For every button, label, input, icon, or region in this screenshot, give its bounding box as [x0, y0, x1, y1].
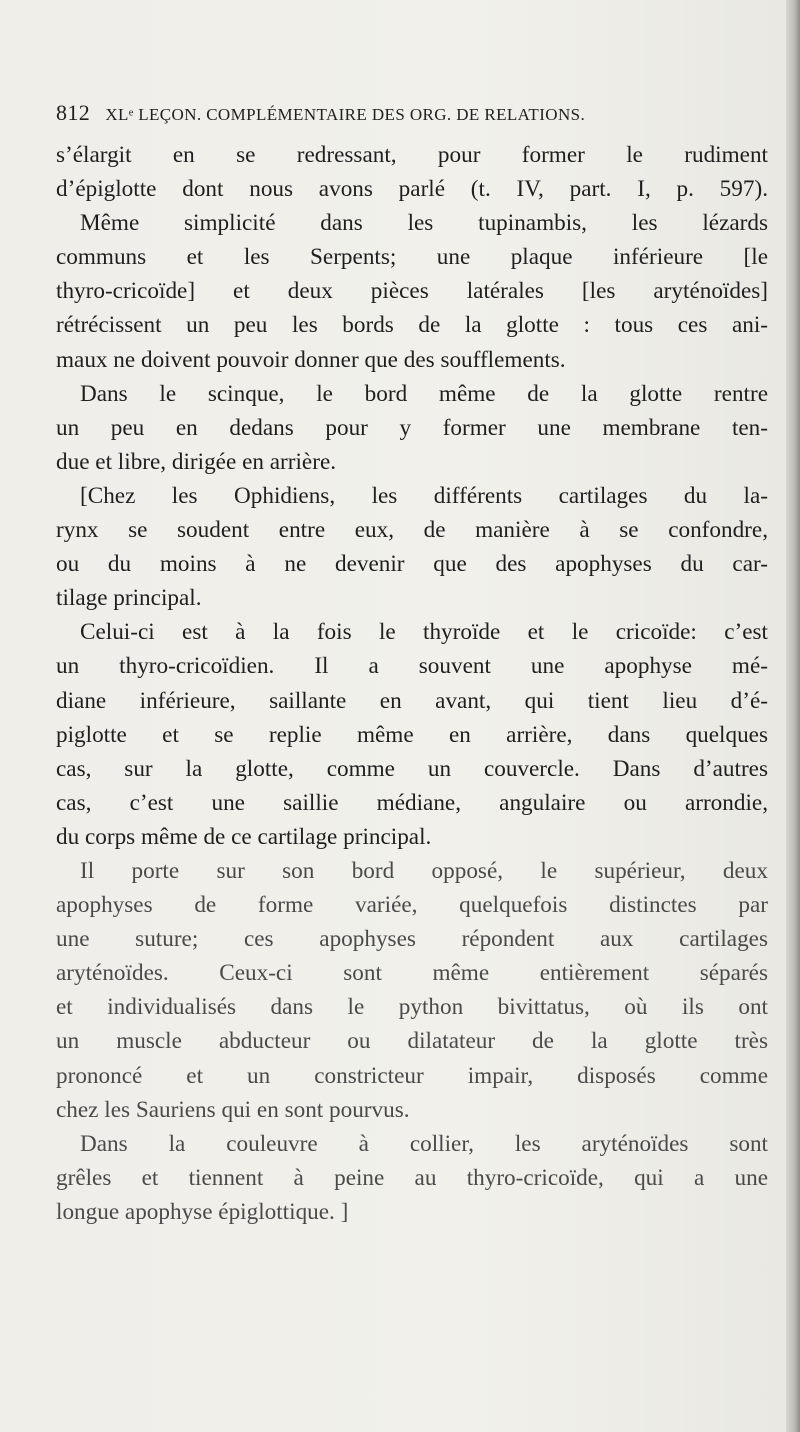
text-line: Celui-ci est à la fois le thyroïde et le cricoïde: c’est — [80, 619, 768, 646]
text-line: piglotte et se replie même en arrière, dans quelques — [56, 721, 768, 748]
text-line: maux ne doivent pouvoir donner que des soufflements. — [56, 346, 566, 373]
text-line: Il porte sur son bord opposé, le supérieur, deux — [80, 857, 768, 884]
text-line: grêles et tiennent à peine au thyro-cricoïde, qui a une — [56, 1164, 768, 1191]
page-edge-shadow — [786, 0, 800, 1432]
page-number: 812 — [56, 100, 91, 125]
text-line: longue apophyse épiglottique. ] — [56, 1198, 349, 1225]
text-line: aryténoïdes. Ceux-ci sont même entièrement séparés — [56, 960, 768, 987]
text-line: due et libre, dirigée en arrière. — [56, 448, 337, 475]
text-line: cas, c’est une saillie médiane, angulaire ou arrondie, — [56, 789, 768, 816]
text-line: un muscle abducteur ou dilatateur de la glotte très — [56, 1028, 768, 1055]
text-line: d’épiglotte dont nous avons parlé (t. IV, part. I, p. 597). — [56, 176, 768, 203]
text-line: apophyses de forme variée, quelquefois distinctes par — [56, 892, 768, 919]
text-line: et individualisés dans le python bivittatus, où ils ont — [56, 994, 768, 1021]
text-line: prononcé et un constricteur impair, disposés comme — [56, 1062, 768, 1089]
text-line: diane inférieure, saillante en avant, qui tient lieu d’é- — [56, 687, 768, 714]
text-line: cas, sur la glotte, comme un couvercle. Dans d’autres — [56, 755, 768, 782]
page-header — [56, 100, 756, 126]
running-title: XLᵉ LEÇON. COMPLÉMENTAIRE DES ORG. DE RELATIONS. — [105, 105, 586, 124]
text-line: ou du moins à ne devenir que des apophyses du car- — [56, 551, 768, 578]
text-line: s’élargit en se redressant, pour former le rudiment — [56, 142, 768, 168]
body-text — [56, 138, 768, 1229]
text-line: Même simplicité dans les tupinambis, les lézards — [80, 210, 768, 237]
text-line: un peu en dedans pour y former une membrane ten- — [56, 414, 768, 441]
text-line: communs et les Serpents; une plaque inférieure [le — [56, 244, 768, 271]
text-line: chez les Sauriens qui en sont pourvus. — [56, 1096, 410, 1123]
text-line: Dans le scinque, le bord même de la glotte rentre — [80, 380, 768, 407]
text-line: rynx se soudent entre eux, de manière à se confondre, — [56, 517, 768, 544]
text-line: tilage principal. — [56, 585, 202, 612]
text-line: thyro-cricoïde] et deux pièces latérales [les aryténoïdes] — [56, 278, 768, 305]
text-line: Dans la couleuvre à collier, les aryténoïdes sont — [80, 1130, 768, 1157]
text-line: [Chez les Ophidiens, les différents cartilages du la- — [80, 482, 768, 509]
text-line: une suture; ces apophyses répondent aux cartilages — [56, 926, 768, 953]
text-line: rétrécissent un peu les bords de la glotte : tous ces ani- — [56, 312, 768, 339]
text-line: du corps même de ce cartilage principal. — [56, 823, 432, 850]
text-line: un thyro-cricoïdien. Il a souvent une apophyse mé- — [56, 653, 768, 680]
